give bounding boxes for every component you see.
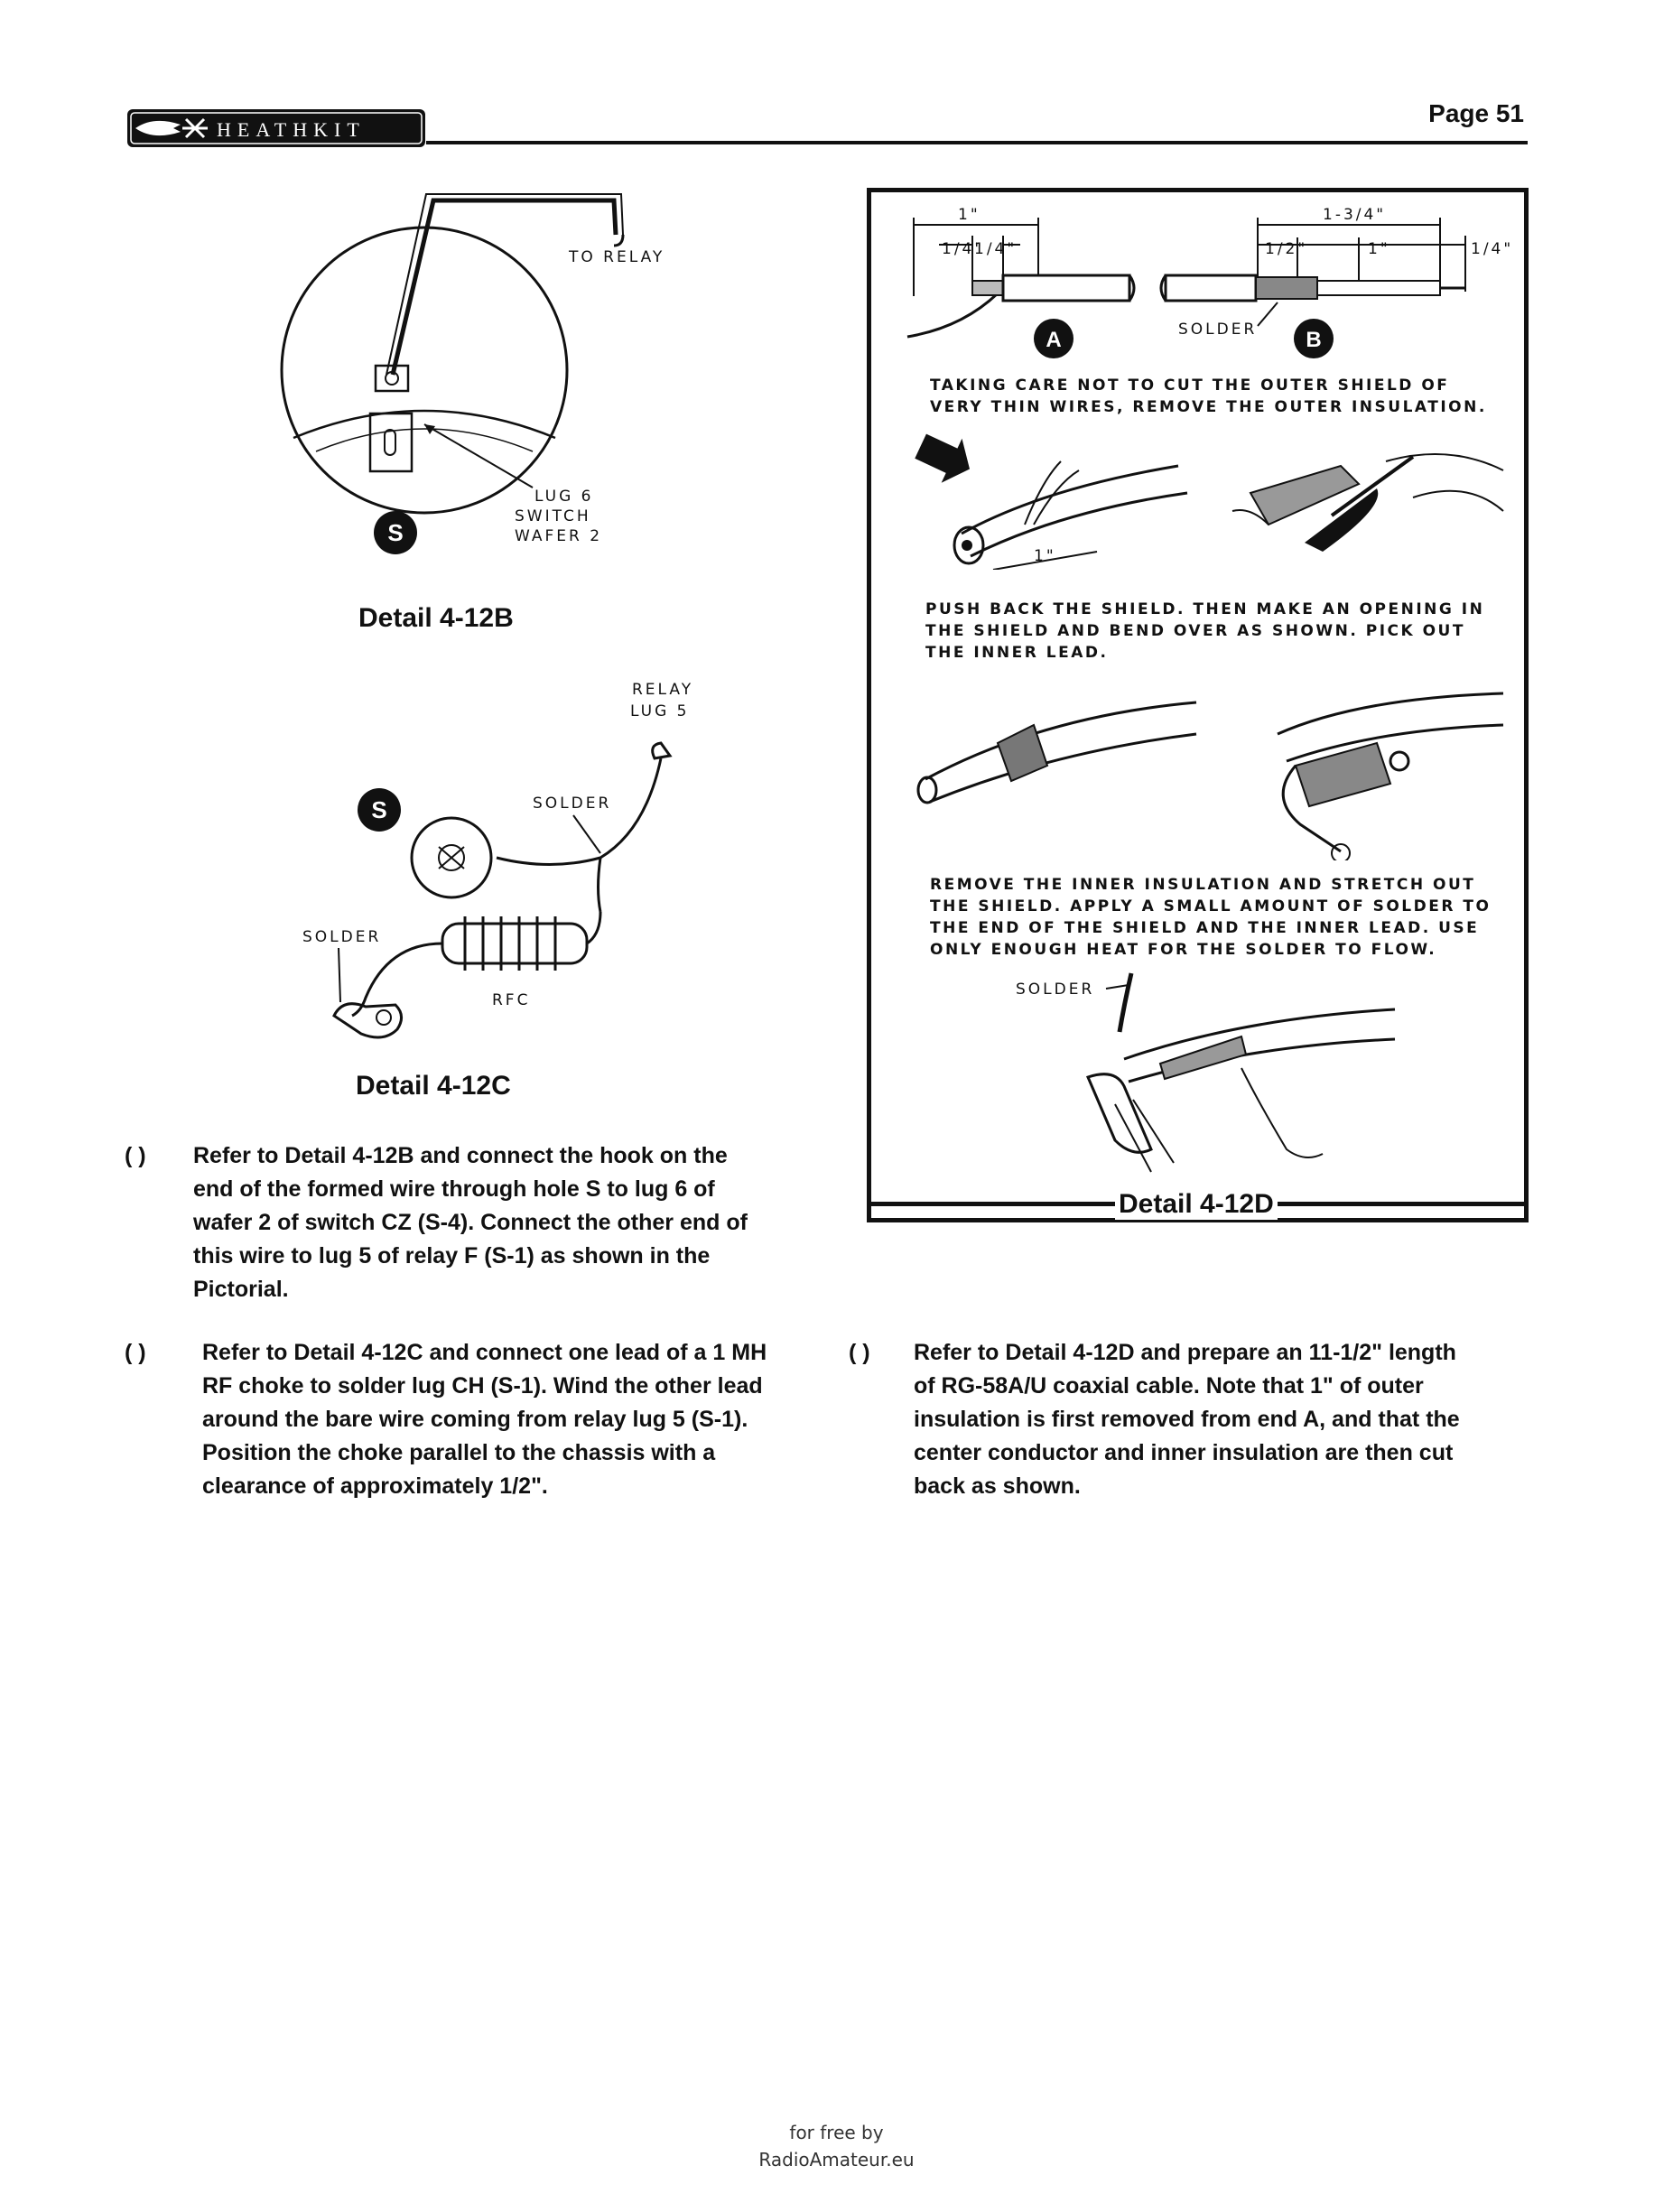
solder-joint-illustration (1016, 969, 1485, 1176)
dim-quarter-c: 1/4" (1471, 240, 1514, 258)
push-back-shield-illustration (907, 680, 1512, 860)
step-3-text (914, 1336, 1524, 1503)
label-rfc: RFC (492, 991, 531, 1009)
caption-detail-4-12b: Detail 4-12B (358, 603, 514, 633)
label-switch: SWITCH (515, 507, 591, 525)
end-b-marker-text: B (1306, 328, 1322, 352)
instruction-2-line-3: THE INNER LEAD. (925, 644, 1109, 662)
footer-line-1: for free by (789, 2122, 884, 2143)
label-to-relay: TO RELAY (569, 248, 665, 266)
dim-half: 1/2" (1265, 240, 1308, 258)
step-3-line-5: back as shown. (914, 1473, 1081, 1499)
strip-insulation-illustration (907, 425, 1512, 570)
brand-text: HEATHKIT (217, 118, 366, 141)
dim-quarter-a: 1/4" (942, 240, 985, 258)
dim-1in-b: 1" (1368, 240, 1390, 258)
step-1-checkbox[interactable]: ( ) (125, 1143, 146, 1168)
step-3-line-3: insulation is first removed from end A, and that the (914, 1407, 1460, 1432)
instruction-3-line-4: ONLY ENOUGH HEAT FOR THE SOLDER TO FLOW. (930, 941, 1437, 959)
step-2-text (202, 1336, 813, 1503)
label-relay: RELAY (632, 681, 694, 699)
instruction-2-line-2: THE SHIELD AND BEND OVER AS SHOWN. PICK OUT (925, 622, 1465, 640)
step-1-line-1: Refer to Detail 4-12B and connect the hook on the (193, 1143, 728, 1168)
label-solder-d: SOLDER (1016, 981, 1095, 999)
step-3-line-4: center conductor and inner insulation are then cut (914, 1440, 1454, 1465)
instruction-3-line-1: REMOVE THE INNER INSULATION AND STRETCH OUT (930, 876, 1476, 894)
instruction-1-line-2: VERY THIN WIRES, REMOVE THE OUTER INSULATION. (930, 398, 1487, 416)
step-1-line-3: wafer 2 of switch CZ (S-4). Connect the other end of (193, 1210, 748, 1235)
instruction-3-line-2: THE SHIELD. APPLY A SMALL AMOUNT OF SOLDER TO (930, 897, 1492, 915)
label-lug-5: LUG 5 (630, 702, 690, 720)
step-3-line-1: Refer to Detail 4-12D and prepare an 11-1/2" length (914, 1340, 1456, 1365)
dim-quarter-b: 1/4" (974, 240, 1018, 258)
detail-4-12b-figure (244, 181, 713, 587)
step-3 (849, 1336, 1524, 1508)
hole-s-marker-2-text: S (371, 796, 387, 823)
step-3-checkbox[interactable]: ( ) (849, 1340, 870, 1365)
detail-4-12c-figure (289, 673, 704, 1052)
instruction-1 (930, 375, 1508, 418)
step-2-line-1: Refer to Detail 4-12C and connect one lead of a 1 MH (202, 1340, 767, 1365)
dim-1in-a: 1" (958, 206, 981, 224)
footer-link[interactable]: RadioAmateur.eu (758, 2149, 915, 2170)
instruction-3-line-3: THE END OF THE SHIELD AND THE INNER LEAD. USE (930, 919, 1480, 937)
label-solder-top: SOLDER (533, 795, 612, 813)
dim-1-3-4: 1-3/4" (1323, 206, 1387, 224)
label-lug-6: LUG 6 (534, 488, 594, 506)
step-1-line-4: this wire to lug 5 of relay F (S-1) as shown in the (193, 1243, 711, 1269)
label-solder-b: SOLDER (1178, 321, 1258, 339)
step-2-checkbox[interactable]: ( ) (125, 1340, 146, 1365)
instruction-2-line-1: PUSH BACK THE SHIELD. THEN MAKE AN OPENING IN (925, 600, 1485, 618)
step-2-line-3: around the bare wire coming from relay lug 5 (S-1). (202, 1407, 748, 1432)
heathkit-logo (126, 108, 426, 148)
hole-s-marker-text: S (387, 519, 404, 546)
caption-detail-4-12d: Detail 4-12D (1115, 1189, 1278, 1220)
instruction-2 (925, 599, 1503, 664)
step-2-line-2: RF choke to solder lug CH (S-1). Wind the other lead (202, 1373, 763, 1399)
label-solder-left: SOLDER (302, 928, 382, 946)
step-2 (125, 1336, 813, 1508)
step-1-text (193, 1139, 804, 1306)
step-2-line-4: Position the choke parallel to the chassis with a (202, 1440, 716, 1465)
step-3-line-2: of RG-58A/U coaxial cable. Note that 1" of outer (914, 1373, 1424, 1399)
step-1-line-5: Pictorial. (193, 1277, 289, 1302)
step-2-line-5: clearance of approximately 1/2". (202, 1473, 548, 1499)
page-number: Page 51 (1428, 99, 1524, 127)
instruction-3 (930, 874, 1508, 961)
label-wafer-2: WAFER 2 (515, 527, 603, 545)
caption-detail-4-12c: Detail 4-12C (356, 1071, 511, 1101)
step-1-line-2: end of the formed wire through hole S to lug 6 of (193, 1176, 715, 1202)
dim-1in-c: 1" (1034, 547, 1056, 565)
header-rule (426, 141, 1528, 144)
end-a-marker-text: A (1046, 328, 1062, 352)
instruction-1-line-1: TAKING CARE NOT TO CUT THE OUTER SHIELD OF (930, 376, 1450, 395)
step-1 (125, 1139, 804, 1311)
detail-4-12d-box (867, 188, 1529, 1222)
